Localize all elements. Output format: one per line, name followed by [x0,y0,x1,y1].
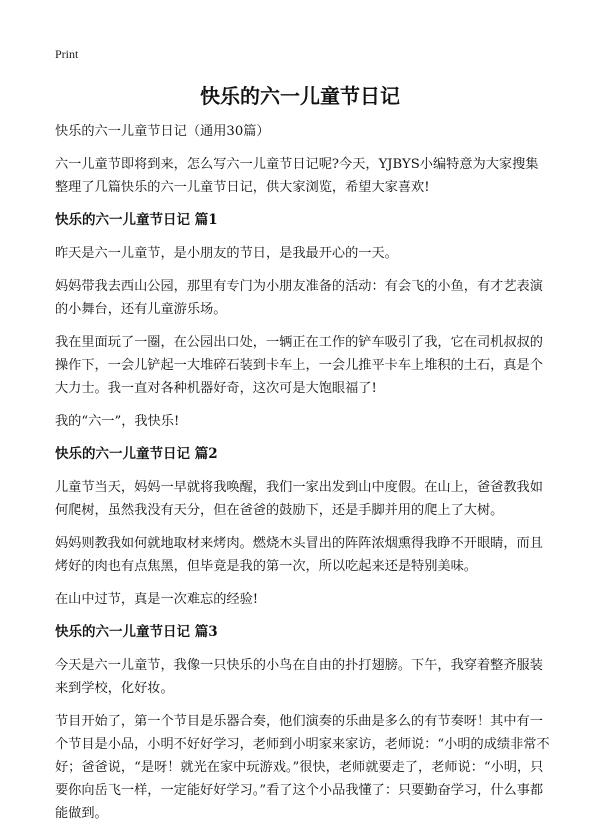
print-link[interactable]: Print [55,47,79,61]
section-1-heading: 快乐的六一儿童节日记 篇1 [55,212,218,228]
section-3-paragraph-2: 节目开始了，第一个节目是乐器合奏，他们演奏的乐曲是多么的有节奏呀！其中有一个节目是小品，小明不好好学习，老师到小明家来家访，老师说：“小明的成绩非常不好；爸爸说，“是呀！就光在家中玩游戏。”很快，老师就要走了，老师说：“小明，只要你向岳飞一样，一定能好好学习。”看了这个小品我懂了：只要勤奋学习，什么事都能做到。 [55,714,550,821]
intro-paragraph: 六一儿童节即将到来，怎么写六一儿童节日记呢?今天，YJBYS小编特意为大家搜集整理了几篇快乐的六一儿童节日记，供大家浏览，希望大家喜欢! [55,157,539,195]
subtitle: 快乐的六一儿童节日记（通用30篇） [55,124,270,139]
section-3-heading: 快乐的六一儿童节日记 篇3 [55,624,218,640]
section-3-paragraph-1: 今天是六一儿童节，我像一只快乐的小鸟在自由的扑打翅膀。下午，我穿着整齐服装来到学校，化好妆。 [55,658,543,696]
section-1-paragraph-2: 妈妈带我去西山公园，那里有专门为小朋友准备的活动：有会飞的小鱼，有才艺表演的小舞台，还有儿童游乐场。 [55,279,543,317]
section-1-paragraph-3: 我在里面玩了一圈，在公园出口处，一辆正在工作的铲车吸引了我，它在司机叔叔的操作下，一会儿铲起一大堆碎石装到卡车上，一会儿推平卡车上堆积的土石，真是个大力士。我一直对各种机器好奇，这次可是大饱眼福了! [55,335,543,396]
section-2-heading: 快乐的六一儿童节日记 篇2 [55,446,218,462]
section-2-paragraph-3: 在山中过节，真是一次难忘的经验! [55,592,259,607]
page-title: 快乐的六一儿童节日记 [200,84,400,108]
section-2-paragraph-2: 妈妈则教我如何就地取材来烤肉。燃烧木头冒出的阵阵浓烟熏得我睁不开眼睛，而且烤好的肉也有点焦黑，但毕竟是我的第一次，所以吃起来还是特别美味。 [55,536,543,574]
section-1-paragraph-1: 昨天是六一儿童节，是小朋友的节日，是我最开心的一天。 [55,246,398,261]
article-body [55,120,550,835]
section-2-paragraph-1: 儿童节当天，妈妈一早就将我唤醒，我们一家出发到山中度假。在山上，爸爸教我如何爬树，虽然我没有天分，但在爸爸的鼓励下，还是手脚并用的爬上了大树。 [55,480,543,518]
section-1-paragraph-4: 我的“六一”，我快乐! [55,414,180,429]
